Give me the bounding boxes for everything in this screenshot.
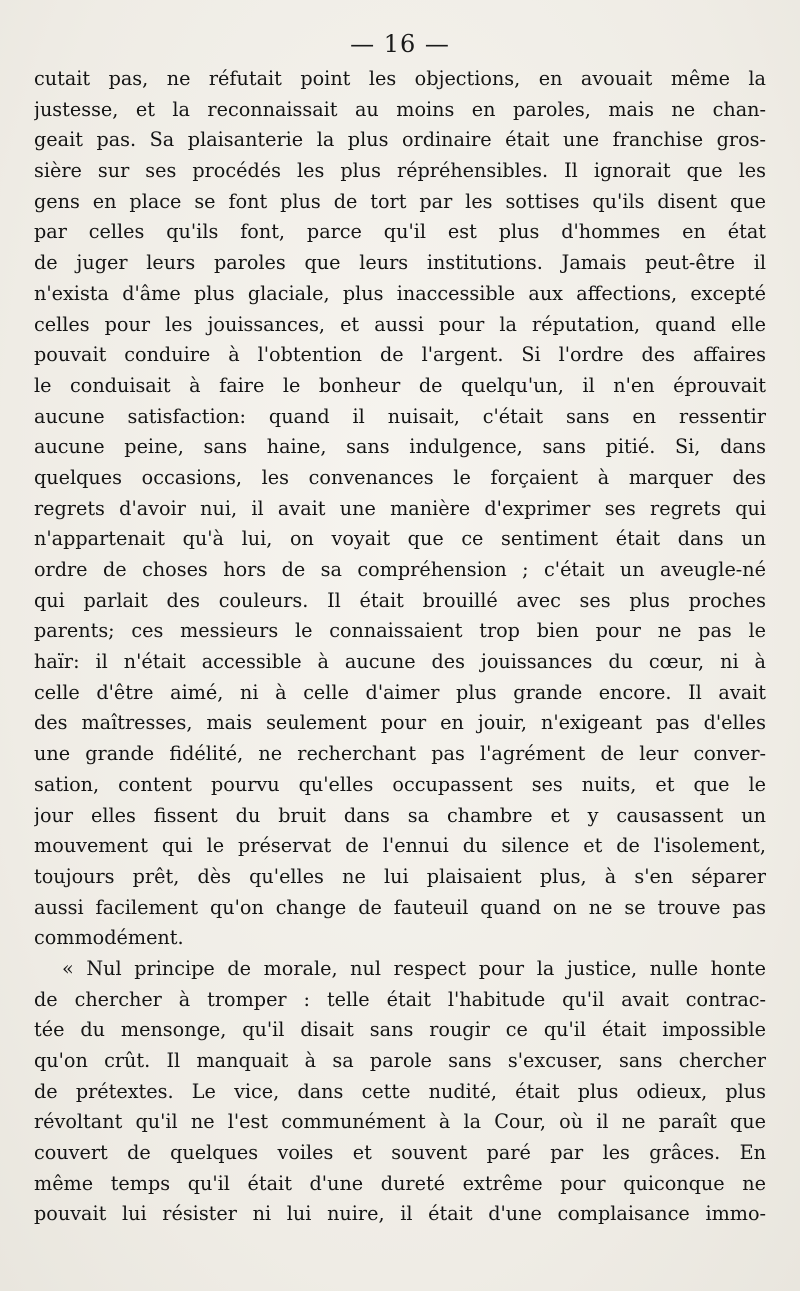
text-line: celle d'être aimé, ni à celle d'aimer plus grande encore. Il avait: [34, 680, 766, 704]
text-line: aussi facilement qu'on change de fauteuil quand on ne se trouve pas: [34, 895, 766, 919]
text-line: geait pas. Sa plaisanterie la plus ordinaire était une franchise gros-: [34, 128, 766, 152]
text-line: même temps qu'il était d'une dureté extrême pour quiconque ne: [34, 1171, 766, 1195]
text-line: une grande fidélité, ne recherchant pas l'agrément de leur conver-: [34, 742, 766, 766]
text-line: mouvement qui le préservat de l'ennui du silence et de l'isolement,: [34, 834, 766, 858]
text-line: ordre de choses hors de sa compréhension ; c'était un aveugle-né: [34, 558, 766, 581]
text-line: haïr: il n'était accessible à aucune des jouissances du cœur, ni à: [34, 650, 766, 674]
text-line: tée du mensonge, qu'il disait sans rougir ce qu'il était impossible: [34, 1018, 766, 1042]
text-line-paragraph-end: commodément.: [34, 926, 184, 950]
text-line-paragraph-start: « Nul principe de morale, nul respect pour la justice, nulle honte: [62, 956, 766, 980]
text-line: jour elles fissent du bruit dans sa chambre et y causassent un: [34, 803, 766, 827]
text-line: qui parlait des couleurs. Il était brouillé avec ses plus proches: [34, 588, 766, 612]
text-line: révoltant qu'il ne l'est communément à la Cour, où il ne paraît que: [34, 1110, 766, 1134]
text-line: regrets d'avoir nui, il avait une manière d'exprimer ses regrets qui: [34, 496, 766, 520]
text-line: de prétextes. Le vice, dans cette nudité, était plus odieux, plus: [34, 1079, 766, 1103]
text-line: sation, content pourvu qu'elles occupassent ses nuits, et que le: [34, 772, 766, 796]
text-line: de chercher à tromper : telle était l'habitude qu'il avait contrac-: [34, 987, 766, 1011]
text-line: pouvait conduire à l'obtention de l'argent. Si l'ordre des affaires: [34, 343, 766, 367]
text-line: des maîtresses, mais seulement pour en jouir, n'exigeant pas d'elles: [34, 711, 766, 735]
text-line: cutait pas, ne réfutait point les objections, en avouait même la: [34, 67, 766, 90]
text-line: parents; ces messieurs le connaissaient trop bien pour ne pas le: [34, 619, 766, 643]
text-line: le conduisait à faire le bonheur de quelqu'un, il n'en éprouvait: [34, 373, 766, 397]
text-line: n'appartenait qu'à lui, on voyait que ce sentiment était dans un: [34, 527, 766, 551]
text-line: n'exista d'âme plus glaciale, plus inaccessible aux affections, excepté: [34, 281, 766, 305]
page-number: — 16 —: [350, 30, 450, 58]
text-line: gens en place se font plus de tort par les sottises qu'ils disent que: [34, 189, 766, 213]
text-line: aucune peine, sans haine, sans indulgence, sans pitié. Si, dans: [34, 435, 766, 459]
text-line: couvert de quelques voiles et souvent paré par les grâces. En: [34, 1141, 766, 1165]
text-line: aucune satisfaction: quand il nuisait, c'était sans en ressentir: [34, 404, 766, 428]
text-line: quelques occasions, les convenances le forçaient à marquer des: [34, 465, 766, 489]
text-line: toujours prêt, dès qu'elles ne lui plaisaient plus, à s'en séparer: [34, 864, 766, 888]
text-line: justesse, et la reconnaissait au moins en paroles, mais ne chan-: [34, 97, 766, 121]
text-line: pouvait lui résister ni lui nuire, il était d'une complaisance immo-: [34, 1202, 766, 1226]
body-text: [34, 64, 766, 1230]
text-line: de juger leurs paroles que leurs institutions. Jamais peut-être il: [34, 251, 766, 275]
text-line: qu'on crût. Il manquait à sa parole sans s'excuser, sans chercher: [34, 1049, 766, 1072]
text-line: sière sur ses procédés les plus répréhensibles. Il ignorait que les: [34, 159, 766, 183]
text-line: celles pour les jouissances, et aussi pour la réputation, quand elle: [34, 312, 766, 336]
text-line: par celles qu'ils font, parce qu'il est plus d'hommes en état: [34, 220, 766, 244]
